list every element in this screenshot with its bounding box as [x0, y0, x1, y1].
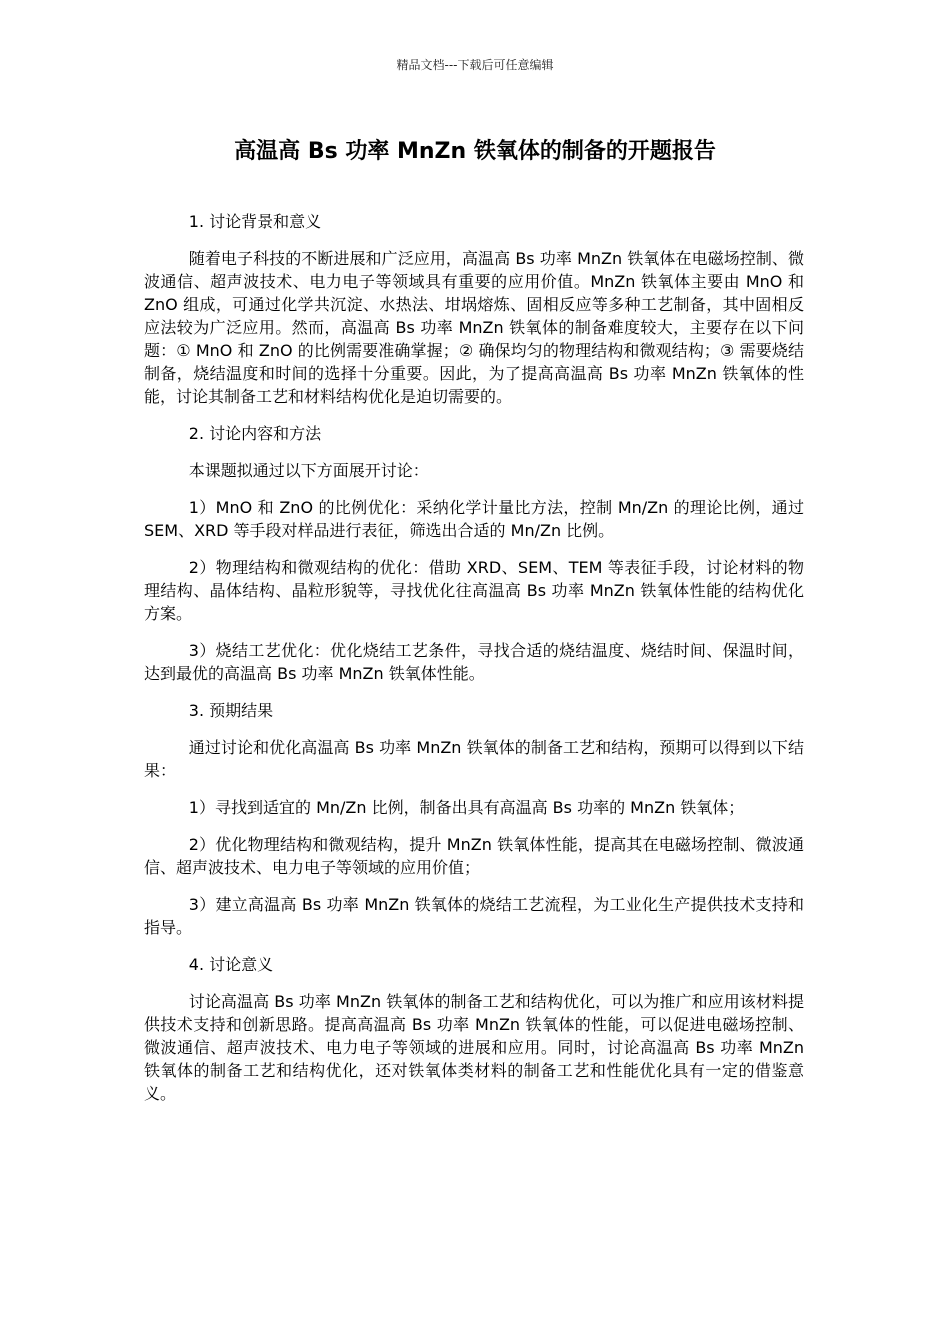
section-heading: 1. 讨论背景和意义: [188, 212, 322, 231]
list-item: 3）烧结工艺优化：优化烧结工艺条件，寻找合适的烧结温度、烧结时间、保温时间，达到最优的高温高 Bs 功率 MnZn 铁氧体性能。: [144, 641, 804, 683]
section-heading: 4. 讨论意义: [188, 955, 274, 974]
document-title: 高温高 Bs 功率 MnZn 铁氧体的制备的开题报告: [234, 139, 716, 164]
list-item: 2）优化物理结构和微观结构，提升 MnZn 铁氧体性能，提高其在电磁场控制、微波通信、超声波技术、电力电子等领域的应用价值；: [144, 835, 804, 877]
page-header: 精品文档---下载后可任意编辑: [396, 58, 554, 72]
document-body: [144, 210, 804, 1119]
list-item: 1）寻找到适宜的 Mn/Zn 比例，制备出具有高温高 Bs 功率的 MnZn 铁氧体；: [188, 798, 745, 817]
list-item: 3）建立高温高 Bs 功率 MnZn 铁氧体的烧结工艺流程，为工业化生产提供技术支持和指导。: [144, 895, 804, 937]
paragraph: 通过讨论和优化高温高 Bs 功率 MnZn 铁氧体的制备工艺和结构，预期可以得到以下结果：: [144, 738, 804, 780]
paragraph: 随着电子科技的不断进展和广泛应用，高温高 Bs 功率 MnZn 铁氧体在电磁场控制、微波通信、超声波技术、电力电子等领域具有重要的应用价值。MnZn 铁氧体主要由 MnO 和 ZnO 组成，可通过化学共沉淀、水热法、坩埚熔炼、固相反应等多种工艺制备，其中固相反应法较为广泛应用。然而，高温高 Bs 功率 MnZn 铁氧体的制备难度较大，主要存在以下问题：① MnO 和 ZnO 的比例需要准确掌握；② 确保均匀的物理结构和微观结构；③ 需要烧结制备，烧结温度和时间的选择十分重要。因此，为了提高高温高 Bs 功率 MnZn 铁氧体的性能，讨论其制备工艺和材料结构优化是迫切需要的。: [144, 249, 804, 406]
section-heading: 3. 预期结果: [188, 701, 274, 720]
list-item: 2）物理结构和微观结构的优化：借助 XRD、SEM、TEM 等表征手段，讨论材料的物理结构、晶体结构、晶粒形貌等，寻找优化往高温高 Bs 功率 MnZn 铁氧体性能的结构优化方案。: [144, 558, 804, 623]
list-item: 1）MnO 和 ZnO 的比例优化：采纳化学计量比方法，控制 Mn/Zn 的理论比例，通过 SEM、XRD 等手段对样品进行表征，筛选出合适的 Mn/Zn 比例。: [144, 498, 804, 540]
paragraph: 讨论高温高 Bs 功率 MnZn 铁氧体的制备工艺和结构优化，可以为推广和应用该材料提供技术支持和创新思路。提高高温高 Bs 功率 MnZn 铁氧体的性能，可以促进电磁场控制、微波通信、超声波技术、电力电子等领域的进展和应用。同时，讨论高温高 Bs 功率 MnZn 铁氧体的制备工艺和结构优化，还对铁氧体类材料的制备工艺和性能优化具有一定的借鉴意义。: [144, 992, 804, 1103]
section-heading: 2. 讨论内容和方法: [188, 424, 322, 443]
paragraph: 本课题拟通过以下方面展开讨论：: [188, 461, 429, 480]
